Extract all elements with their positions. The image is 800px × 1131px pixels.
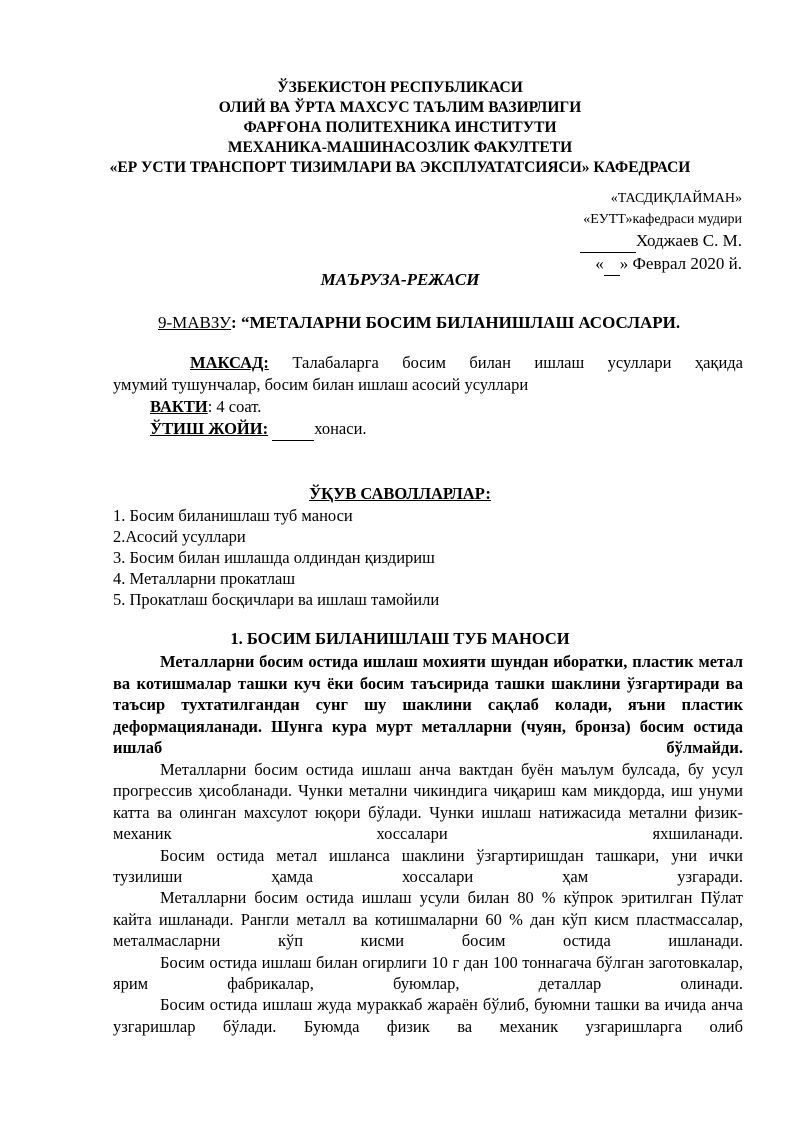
question-item: 3. Босим билан ишлашда олдиндан қиздириш <box>113 548 435 567</box>
header-line-faculty: МЕХАНИКА-МАШИНАСОЗЛИК ФАКУЛТЕТИ <box>227 139 573 156</box>
place-line <box>150 418 367 441</box>
topic-label: 9-МАВЗУ <box>158 313 232 332</box>
signature-blank <box>580 230 636 253</box>
header-line-institute: ФАРҒОНА ПОЛИТЕХНИКА ИНСТИТУТИ <box>243 119 557 136</box>
document-header <box>60 78 740 178</box>
approval-name: Ходжаев С. М. <box>635 231 742 250</box>
questions-list <box>113 505 439 610</box>
approval-block <box>580 188 742 276</box>
body-paragraph: Металларни босим остида ишлаш анча вактдан буён маълум булсада, бу усул прогрессив ҳисобланади. Чунки метални чикиндига чиқариш кам микдорда, иш унуми катта ва олинган махсулот юқори бўлади. Чунки ишлаш натижасида метални физик-механик хоссалари яхшиланади. <box>113 759 744 844</box>
time-line <box>150 396 261 418</box>
place-blank <box>272 418 314 441</box>
body-paragraph: Босим остида ишлаш билан огирлиги 10 г дан 100 тоннагача бўлган заготовкалар, ярим фабрикалар, буюмлар, деталлар олинади. <box>113 952 743 994</box>
goal-text-line2: умумий тушунчалар, босим билан ишлаш асосий усуллари <box>113 375 529 394</box>
place-value: хонаси. <box>314 419 367 438</box>
question-item: 1. Босим биланишлаш туб маноси <box>113 506 353 525</box>
body-paragraph: Босим остида ишлаш жуда мураккаб жараён бўлиб, буюмни ташки ва ичида анча узгаришлар бўлади. Буюмда физик ва механик узгаришларга олиб <box>113 995 744 1036</box>
header-line-department: «ЕР УСТИ ТРАНСПОРТ ТИЗИМЛАРИ ВА ЭКСПЛУАТАТСИЯСИ» КАФЕДРАСИ <box>109 159 691 176</box>
place-label: ЎТИШ ЖОЙИ: <box>150 419 269 438</box>
body-paragraph: Босим остида метал ишланса шаклини ўзгартиришдан ташкари, уни ички тузилиши ҳамда хоссалари ҳам узгаради. <box>113 845 743 886</box>
questions-title: ЎҚУВ САВОЛЛАРЛАР: <box>309 484 491 503</box>
question-item: 4. Металларни прокатлаш <box>113 569 296 588</box>
goal-block: МАКСАД: Талабаларга босим билан ишлаш усуллари ҳақида умумий тушунчалар, босим билан ишлаш асосий усуллари <box>113 353 743 394</box>
intro-paragraph: Металларни босим остида ишлаш мохияти шундан иборатки, пластик метал ва котишмалар ташки куч ёки босим таъсирида ташки шаклини ўзгартиради ва таъсир тухтатилгандан сунг шу шаклини сақлаб колади, яъни пластик деформацияланади. Шунга кура мурт металларни (чуян, бронза) босим остида ишлаб бўлмайди. <box>113 652 744 758</box>
section-title: 1. БОСИМ БИЛАНИШЛАШ ТУБ МАНОСИ <box>230 629 570 648</box>
section-body <box>113 651 743 1037</box>
time-label: ВАКТИ <box>150 397 208 416</box>
question-item: 2.Асосий усуллари <box>113 527 246 546</box>
plan-title: МАЪРУЗА-РЕЖАСИ <box>320 270 480 289</box>
topic-line: 9-МАВЗУ: “МЕТАЛАРНИ БОСИМ БИЛАНИШЛАШ АСОСЛАРИ. <box>158 313 681 332</box>
approval-signature-line <box>580 230 742 253</box>
approval-head: «ЕУТТ»кафедраси мудири <box>583 212 742 227</box>
approval-date: « » Феврал 2020 й. <box>580 253 742 276</box>
time-value: : 4 соат. <box>207 397 262 416</box>
header-line-ministry: ОЛИЙ ВА ЎРТА МАХСУС ТАЪЛИМ ВАЗИРЛИГИ <box>218 99 582 116</box>
topic-title: “МЕТАЛАРНИ БОСИМ БИЛАНИШЛАШ АСОСЛАРИ. <box>240 313 681 332</box>
goal-label: МАКСАД: <box>190 353 269 372</box>
header-line-republic: ЎЗБЕКИСТОН РЕСПУБЛИКАСИ <box>277 79 523 96</box>
approval-title: «ТАСДИҚЛАЙМАН» <box>610 191 742 206</box>
question-item: 5. Прокатлаш босқичлари ва ишлаш тамойили <box>113 590 440 609</box>
body-paragraph: Металларни босим остида ишлаш усули билан 80 % кўпрок эритилган Пўлат кайта ишланади. Рангли металл ва котишмаларни 60 % дан кўп кисм пластмассалар, металмасларни кўп кисми босим остида ишланади. <box>113 888 744 951</box>
